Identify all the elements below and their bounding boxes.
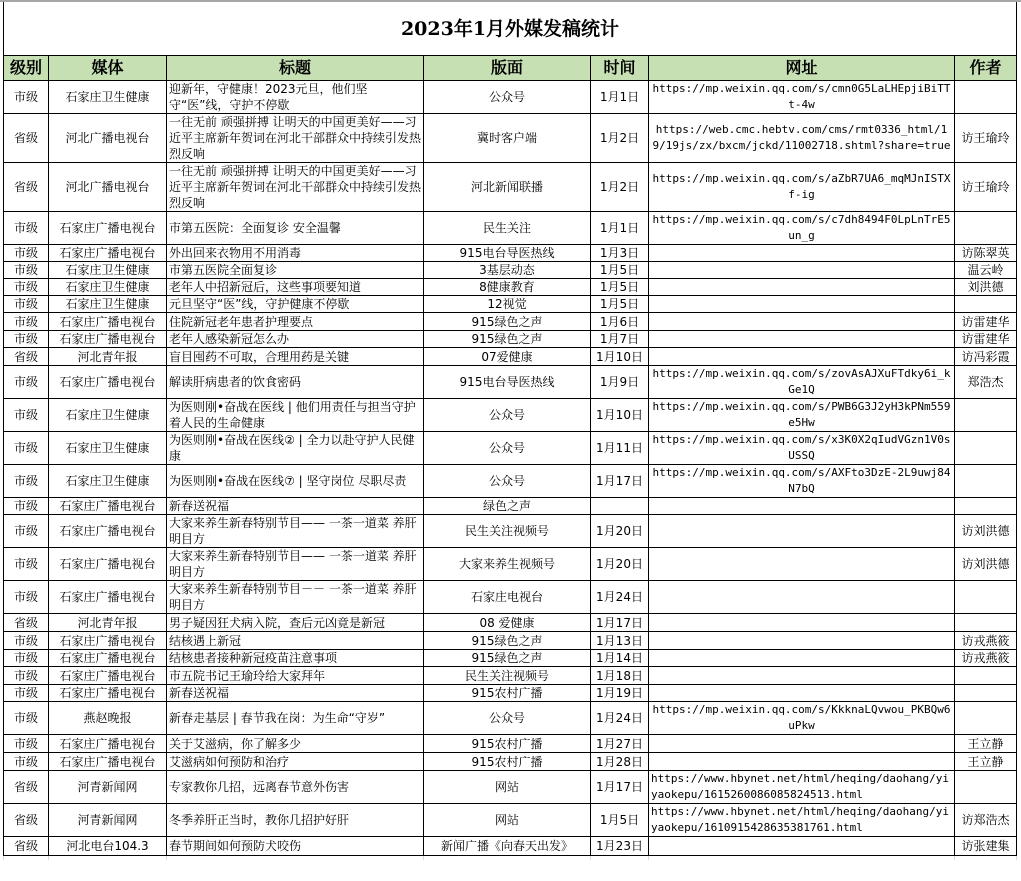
cell-url[interactable]	[649, 735, 955, 753]
cell-title[interactable]: 男子疑因狂犬病入院，查后元凶竟是新冠	[167, 614, 424, 632]
cell-author[interactable]	[955, 81, 1017, 114]
cell-section[interactable]: 12视觉	[424, 296, 591, 313]
cell-date[interactable]: 1月7日	[591, 331, 649, 348]
cell-date[interactable]: 1月28日	[591, 753, 649, 771]
empty-cell[interactable]	[424, 856, 591, 861]
cell-date[interactable]: 1月5日	[591, 804, 649, 837]
cell-date[interactable]: 1月19日	[591, 685, 649, 702]
cell-url[interactable]: https://mp.weixin.qq.com/s/x3K0X2qIudVGzn1V0sUSSQ	[649, 432, 955, 465]
cell-url[interactable]	[649, 581, 955, 614]
cell-author[interactable]: 访刘洪德	[955, 515, 1017, 548]
cell-date[interactable]: 1月1日	[591, 81, 649, 114]
cell-section[interactable]: 915电台导医热线	[424, 366, 591, 399]
cell-date[interactable]: 1月2日	[591, 163, 649, 212]
cell-author[interactable]: 访雷建华	[955, 313, 1017, 331]
cell-section[interactable]: 8健康教育	[424, 279, 591, 296]
cell-author[interactable]	[955, 212, 1017, 245]
cell-author[interactable]: 郑浩杰	[955, 366, 1017, 399]
cell-level[interactable]: 市级	[4, 366, 49, 399]
cell-date[interactable]: 1月6日	[591, 313, 649, 331]
table-row	[4, 548, 1017, 581]
cell-title[interactable]: 元旦坚守“医”线，守护健康不停歇	[167, 296, 424, 313]
cell-date[interactable]: 1月5日	[591, 279, 649, 296]
cell-url[interactable]: https://www.hbynet.net/html/heqing/daohang/yiyaokepu/1610915428635381761.html	[649, 804, 955, 837]
cell-title[interactable]: 冬季养肝正当时，教你几招护好肝	[167, 804, 424, 837]
cell-url[interactable]: https://web.cmc.hebtv.com/cms/rmt0336_html/19/19js/zx/bxcm/jckd/11002718.shtml?share=true	[649, 114, 955, 163]
cell-title[interactable]: 住院新冠老年患者护理要点	[167, 313, 424, 331]
cell-level[interactable]: 市级	[4, 296, 49, 313]
cell-date[interactable]: 1月20日	[591, 515, 649, 548]
cell-media[interactable]: 河青新闻网	[49, 771, 167, 804]
cell-author[interactable]: 访王瑜玲	[955, 114, 1017, 163]
column-header-title[interactable]: 标题	[167, 56, 424, 81]
cell-level[interactable]: 省级	[4, 614, 49, 632]
table-row	[4, 837, 1017, 856]
table-row	[4, 498, 1017, 515]
table-row	[4, 212, 1017, 245]
cell-section[interactable]: 公众号	[424, 702, 591, 735]
cell-section[interactable]: 新闻广播《向春天出发》	[424, 837, 591, 856]
cell-media[interactable]: 石家庄卫生健康	[49, 432, 167, 465]
cell-media[interactable]: 石家庄广播电视台	[49, 548, 167, 581]
cell-url[interactable]	[649, 614, 955, 632]
cell-section[interactable]: 河北新闻联播	[424, 163, 591, 212]
empty-cell[interactable]	[649, 856, 955, 861]
cell-level[interactable]: 市级	[4, 667, 49, 685]
cell-level[interactable]: 省级	[4, 804, 49, 837]
cell-title[interactable]: 专家教你几招，远离春节意外伤害	[167, 771, 424, 804]
cell-media[interactable]: 石家庄广播电视台	[49, 685, 167, 702]
cell-section[interactable]: 公众号	[424, 81, 591, 114]
cell-url[interactable]	[649, 753, 955, 771]
cell-author[interactable]	[955, 614, 1017, 632]
cell-section[interactable]: 07爱健康	[424, 348, 591, 366]
cell-section[interactable]: 大家来养生视频号	[424, 548, 591, 581]
header-row	[4, 56, 1017, 81]
cell-section[interactable]: 915绿色之声	[424, 650, 591, 667]
cell-author[interactable]: 访陈翠英	[955, 245, 1017, 262]
cell-url[interactable]	[649, 262, 955, 279]
cell-author[interactable]	[955, 771, 1017, 804]
cell-media[interactable]: 石家庄广播电视台	[49, 650, 167, 667]
cell-media[interactable]: 石家庄卫生健康	[49, 399, 167, 432]
table-row	[4, 753, 1017, 771]
cell-date[interactable]: 1月14日	[591, 650, 649, 667]
table-row	[4, 348, 1017, 366]
table-row	[4, 432, 1017, 465]
cell-media[interactable]: 石家庄广播电视台	[49, 245, 167, 262]
cell-date[interactable]: 1月17日	[591, 465, 649, 498]
cell-level[interactable]: 市级	[4, 331, 49, 348]
table-row	[4, 465, 1017, 498]
cell-title[interactable]: 大家来养生新春特别节目—— 一茶一道菜 养肝明目方	[167, 515, 424, 548]
cell-section[interactable]: 915绿色之声	[424, 331, 591, 348]
cell-section[interactable]: 网站	[424, 804, 591, 837]
table-row	[4, 296, 1017, 313]
sheet-title[interactable]: 2023年1月外媒发稿统计	[4, 2, 1017, 56]
cell-author[interactable]	[955, 296, 1017, 313]
cell-title[interactable]: 迎新年，守健康！2023元旦，他们坚守“医”线，守护不停歇	[167, 81, 424, 114]
cell-url[interactable]: https://www.hbynet.net/html/heqing/daohang/yiyaokepu/1615260086085824513.html	[649, 771, 955, 804]
cell-level[interactable]: 市级	[4, 735, 49, 753]
cell-url[interactable]: https://mp.weixin.qq.com/s/AXFto3DzE-2L9uwj84N7bQ	[649, 465, 955, 498]
table-row	[4, 114, 1017, 163]
cell-level[interactable]: 市级	[4, 650, 49, 667]
cell-url[interactable]	[649, 279, 955, 296]
cell-date[interactable]: 1月1日	[591, 212, 649, 245]
table-row	[4, 685, 1017, 702]
cell-title[interactable]: 春节期间如何预防犬咬伤	[167, 837, 424, 856]
cell-section[interactable]: 绿色之声	[424, 498, 591, 515]
cell-media[interactable]: 石家庄广播电视台	[49, 313, 167, 331]
column-header-section[interactable]: 版面	[424, 56, 591, 81]
cell-url[interactable]	[649, 685, 955, 702]
table-row	[4, 81, 1017, 114]
cell-section[interactable]: 石家庄电视台	[424, 581, 591, 614]
table-row	[4, 313, 1017, 331]
cell-media[interactable]: 燕赵晚报	[49, 702, 167, 735]
cell-section[interactable]: 民生关注视频号	[424, 515, 591, 548]
cell-url[interactable]: https://mp.weixin.qq.com/s/KkknaLQvwou_PKBQw6uPkw	[649, 702, 955, 735]
cell-author[interactable]	[955, 432, 1017, 465]
cell-level[interactable]: 市级	[4, 753, 49, 771]
cell-media[interactable]: 石家庄卫生健康	[49, 81, 167, 114]
cell-url[interactable]	[649, 296, 955, 313]
cell-url[interactable]	[649, 632, 955, 650]
cell-date[interactable]: 1月18日	[591, 667, 649, 685]
cell-author[interactable]: 访郑浩杰	[955, 804, 1017, 837]
cell-url[interactable]	[649, 313, 955, 331]
media-report-table	[3, 2, 1017, 860]
empty-row	[4, 856, 1017, 861]
cell-level[interactable]: 省级	[4, 771, 49, 804]
cell-date[interactable]: 1月24日	[591, 581, 649, 614]
cell-url[interactable]	[649, 498, 955, 515]
cell-media[interactable]: 石家庄广播电视台	[49, 515, 167, 548]
cell-media[interactable]: 石家庄广播电视台	[49, 498, 167, 515]
cell-level[interactable]: 市级	[4, 432, 49, 465]
cell-section[interactable]: 915绿色之声	[424, 632, 591, 650]
cell-author[interactable]: 访刘洪德	[955, 548, 1017, 581]
cell-author[interactable]	[955, 498, 1017, 515]
cell-media[interactable]: 石家庄卫生健康	[49, 262, 167, 279]
cell-title[interactable]: 盲目囤药不可取，合理用药是关键	[167, 348, 424, 366]
cell-media[interactable]: 石家庄广播电视台	[49, 581, 167, 614]
cell-section[interactable]: 公众号	[424, 432, 591, 465]
empty-cell[interactable]	[167, 856, 424, 861]
cell-url[interactable]: https://mp.weixin.qq.com/s/zovAsAJXuFTdky6i_kGe1Q	[649, 366, 955, 399]
cell-media[interactable]: 河青新闻网	[49, 804, 167, 837]
cell-level[interactable]: 市级	[4, 212, 49, 245]
cell-title[interactable]: 新春送祝福	[167, 685, 424, 702]
cell-media[interactable]: 石家庄卫生健康	[49, 279, 167, 296]
table-row	[4, 331, 1017, 348]
cell-author[interactable]: 访冯彩霞	[955, 348, 1017, 366]
cell-section[interactable]: 网站	[424, 771, 591, 804]
cell-title[interactable]: 老年人中招新冠后，这些事项要知道	[167, 279, 424, 296]
cell-title[interactable]: 市五院书记王瑜玲给大家拜年	[167, 667, 424, 685]
table-row	[4, 279, 1017, 296]
empty-cell[interactable]	[955, 856, 1017, 861]
cell-section[interactable]: 3基层动态	[424, 262, 591, 279]
cell-section[interactable]: 公众号	[424, 465, 591, 498]
cell-url[interactable]	[649, 348, 955, 366]
table-row	[4, 515, 1017, 548]
cell-url[interactable]: https://mp.weixin.qq.com/s/cmn0G5LaLHEpjiBiTTt-4w	[649, 81, 955, 114]
cell-level[interactable]: 市级	[4, 465, 49, 498]
cell-date[interactable]: 1月17日	[591, 771, 649, 804]
cell-title[interactable]: 一往无前 顽强拼搏 让明天的中国更美好——习近平主席新年贺词在河北干部群众中持续引发热烈反响	[167, 114, 424, 163]
cell-author[interactable]: 访张建集	[955, 837, 1017, 856]
cell-media[interactable]: 石家庄广播电视台	[49, 366, 167, 399]
cell-date[interactable]: 1月24日	[591, 702, 649, 735]
cell-media[interactable]: 石家庄广播电视台	[49, 667, 167, 685]
cell-title[interactable]: 新春走基层 | 春节我在岗：为生命“守岁”	[167, 702, 424, 735]
cell-title[interactable]: 大家来养生新春特别节目—— 一茶一道菜 养肝明目方	[167, 548, 424, 581]
table-row	[4, 632, 1017, 650]
table-row	[4, 702, 1017, 735]
cell-date[interactable]: 1月2日	[591, 114, 649, 163]
table-row	[4, 650, 1017, 667]
cell-author[interactable]: 访戎燕筱	[955, 650, 1017, 667]
cell-title[interactable]: 市第五医院全面复诊	[167, 262, 424, 279]
cell-level[interactable]: 市级	[4, 548, 49, 581]
cell-title[interactable]: 结核患者接种新冠疫苗注意事项	[167, 650, 424, 667]
cell-level[interactable]: 市级	[4, 581, 49, 614]
cell-level[interactable]: 省级	[4, 348, 49, 366]
cell-url[interactable]	[649, 837, 955, 856]
cell-title[interactable]: 为医则刚•奋战在医线② | 全力以赴守护人民健康	[167, 432, 424, 465]
cell-title[interactable]: 一往无前 顽强拼搏 让明天的中国更美好——习近平主席新年贺词在河北干部群众中持续引发热烈反响	[167, 163, 424, 212]
cell-level[interactable]: 市级	[4, 515, 49, 548]
cell-title[interactable]: 艾滋病如何预防和治疗	[167, 753, 424, 771]
cell-level[interactable]: 市级	[4, 498, 49, 515]
cell-date[interactable]: 1月27日	[591, 735, 649, 753]
cell-section[interactable]: 冀时客户端	[424, 114, 591, 163]
empty-cell[interactable]	[49, 856, 167, 861]
cell-title[interactable]: 为医则刚•奋战在医线 | 他们用责任与担当守护着人民的生命健康	[167, 399, 424, 432]
cell-level[interactable]: 省级	[4, 114, 49, 163]
cell-section[interactable]: 915电台导医热线	[424, 245, 591, 262]
cell-media[interactable]: 石家庄广播电视台	[49, 753, 167, 771]
cell-media[interactable]: 河北电台104.3	[49, 837, 167, 856]
cell-date[interactable]: 1月11日	[591, 432, 649, 465]
cell-section[interactable]: 民生关注视频号	[424, 667, 591, 685]
cell-level[interactable]: 市级	[4, 313, 49, 331]
cell-date[interactable]: 1月13日	[591, 632, 649, 650]
cell-date[interactable]: 1月20日	[591, 548, 649, 581]
cell-url[interactable]: https://mp.weixin.qq.com/s/PWB6G3J2yH3kPNm559e5Hw	[649, 399, 955, 432]
cell-level[interactable]: 市级	[4, 245, 49, 262]
column-header-url[interactable]: 网址	[649, 56, 955, 81]
cell-media[interactable]: 石家庄卫生健康	[49, 465, 167, 498]
cell-section[interactable]: 民生关注	[424, 212, 591, 245]
column-header-level[interactable]: 级别	[4, 56, 49, 81]
cell-level[interactable]: 省级	[4, 163, 49, 212]
cell-author[interactable]: 温云岭	[955, 262, 1017, 279]
cell-author[interactable]: 刘洪德	[955, 279, 1017, 296]
cell-date[interactable]: 1月5日	[591, 262, 649, 279]
cell-level[interactable]: 市级	[4, 702, 49, 735]
cell-author[interactable]: 访王瑜玲	[955, 163, 1017, 212]
cell-date[interactable]: 1月5日	[591, 296, 649, 313]
cell-url[interactable]: https://mp.weixin.qq.com/s/c7dh8494F0LpLnTrE5un_g	[649, 212, 955, 245]
cell-title[interactable]: 为医则刚•奋战在医线⑦ | 坚守岗位 尽职尽责	[167, 465, 424, 498]
cell-author[interactable]	[955, 667, 1017, 685]
empty-cell[interactable]	[591, 856, 649, 861]
cell-section[interactable]: 915农村广播	[424, 735, 591, 753]
cell-author[interactable]	[955, 465, 1017, 498]
cell-section[interactable]: 915农村广播	[424, 685, 591, 702]
cell-section[interactable]: 915绿色之声	[424, 313, 591, 331]
cell-title[interactable]: 解读肝病患者的饮食密码	[167, 366, 424, 399]
cell-url[interactable]	[649, 331, 955, 348]
cell-media[interactable]: 石家庄广播电视台	[49, 632, 167, 650]
cell-media[interactable]: 河北青年报	[49, 614, 167, 632]
cell-date[interactable]	[591, 498, 649, 515]
cell-title[interactable]: 大家来养生新春特别节目－－ 一茶一道菜 养肝明目方	[167, 581, 424, 614]
cell-url[interactable]	[649, 548, 955, 581]
cell-level[interactable]: 市级	[4, 279, 49, 296]
column-header-media[interactable]: 媒体	[49, 56, 167, 81]
cell-url[interactable]	[649, 667, 955, 685]
cell-date[interactable]: 1月23日	[591, 837, 649, 856]
table-row	[4, 804, 1017, 837]
cell-url[interactable]	[649, 515, 955, 548]
cell-date[interactable]: 1月17日	[591, 614, 649, 632]
cell-section[interactable]: 公众号	[424, 399, 591, 432]
table-row	[4, 399, 1017, 432]
cell-author[interactable]: 王立静	[955, 753, 1017, 771]
cell-url[interactable]	[649, 650, 955, 667]
cell-title[interactable]: 外出回来衣物用不用消毒	[167, 245, 424, 262]
cell-author[interactable]: 王立静	[955, 735, 1017, 753]
table-row	[4, 163, 1017, 212]
cell-date[interactable]: 1月10日	[591, 399, 649, 432]
cell-url[interactable]	[649, 245, 955, 262]
cell-title[interactable]: 新春送祝福	[167, 498, 424, 515]
cell-media[interactable]: 石家庄广播电视台	[49, 735, 167, 753]
cell-title[interactable]: 市第五医院：全面复诊 安全温馨	[167, 212, 424, 245]
cell-level[interactable]: 市级	[4, 81, 49, 114]
cell-section[interactable]: 915农村广播	[424, 753, 591, 771]
cell-media[interactable]: 河北青年报	[49, 348, 167, 366]
table-row	[4, 735, 1017, 753]
cell-url[interactable]: https://mp.weixin.qq.com/s/aZbR7UA6_mqMJnISTXf-ig	[649, 163, 955, 212]
cell-author[interactable]	[955, 581, 1017, 614]
cell-author[interactable]: 访戎燕筱	[955, 632, 1017, 650]
table-row	[4, 262, 1017, 279]
cell-level[interactable]: 市级	[4, 685, 49, 702]
cell-level[interactable]: 市级	[4, 262, 49, 279]
table-row	[4, 366, 1017, 399]
cell-media[interactable]: 河北广播电视台	[49, 114, 167, 163]
cell-section[interactable]: 08 爱健康	[424, 614, 591, 632]
table-row	[4, 245, 1017, 262]
table-row	[4, 581, 1017, 614]
cell-author[interactable]: 访雷建华	[955, 331, 1017, 348]
cell-date[interactable]: 1月10日	[591, 348, 649, 366]
table-row	[4, 614, 1017, 632]
empty-cell[interactable]	[4, 856, 49, 861]
cell-author[interactable]	[955, 685, 1017, 702]
cell-level[interactable]: 市级	[4, 632, 49, 650]
cell-author[interactable]	[955, 399, 1017, 432]
cell-media[interactable]: 石家庄广播电视台	[49, 331, 167, 348]
cell-title[interactable]: 老年人感染新冠怎么办	[167, 331, 424, 348]
table-row	[4, 771, 1017, 804]
cell-media[interactable]: 河北广播电视台	[49, 163, 167, 212]
cell-level[interactable]: 市级	[4, 399, 49, 432]
cell-date[interactable]: 1月9日	[591, 366, 649, 399]
cell-date[interactable]: 1月3日	[591, 245, 649, 262]
column-header-author[interactable]: 作者	[955, 56, 1017, 81]
cell-author[interactable]	[955, 702, 1017, 735]
cell-media[interactable]: 石家庄卫生健康	[49, 296, 167, 313]
cell-media[interactable]: 石家庄广播电视台	[49, 212, 167, 245]
cell-title[interactable]: 结核遇上新冠	[167, 632, 424, 650]
cell-title[interactable]: 关于艾滋病，你了解多少	[167, 735, 424, 753]
cell-level[interactable]: 省级	[4, 837, 49, 856]
column-header-date[interactable]: 时间	[591, 56, 649, 81]
table-row	[4, 667, 1017, 685]
